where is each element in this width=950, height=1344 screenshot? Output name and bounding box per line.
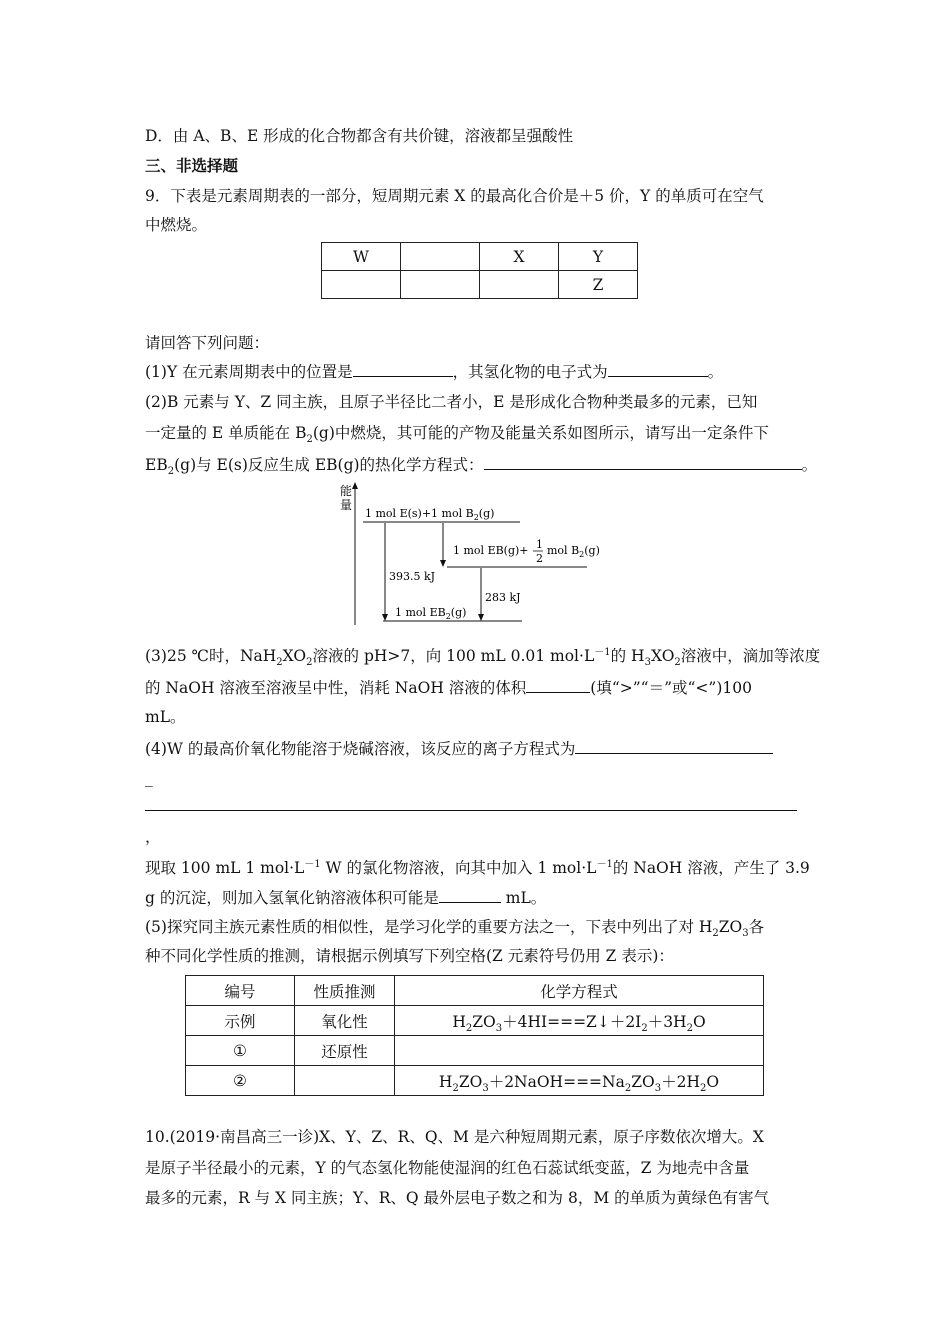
q9-part4-comma: ， bbox=[145, 828, 161, 846]
level-bottom-label: 1 mol $EB_2(g)$ bbox=[395, 606, 467, 621]
q9-part4-line3: 现取 100 mL 1 $mol\cdot L^{-1}$ W 的氯化物溶液，向其中加入 1 $mol\cdot L^{-1}$的 NaOH 溶液，产生了 3.9 bbox=[145, 858, 810, 877]
q9-part4-line4: g 的沉淀，则加入氢氧化钠溶液体积可能是 mL。 bbox=[145, 889, 547, 907]
answer-blank[interactable] bbox=[439, 887, 501, 903]
equation-cell: $H_2ZO_3+4HI===Z↓+2I_2+3H_2O$ bbox=[395, 1006, 764, 1036]
cell-x: X bbox=[480, 243, 559, 271]
q9-part5-line2: 种不同化学性质的推测，请根据示例填写下列空格(Z 元素符号仍用 Z 表示)： bbox=[145, 947, 674, 965]
q9-intro-line2: 中燃烧。 bbox=[145, 216, 208, 234]
table-header: 编号 bbox=[186, 976, 295, 1006]
table-header: 化学方程式 bbox=[395, 976, 764, 1006]
cell-empty bbox=[401, 271, 480, 299]
q9-intro-line1: 9．下表是元素周期表的一部分，短周期元素 X 的最高化合价是＋5 价，Y 的单质可在空气 bbox=[145, 187, 764, 205]
answer-cell[interactable] bbox=[295, 1066, 395, 1096]
level-top-label: 1 mol E(s)+1 mol $B_2(g)$ bbox=[365, 507, 495, 522]
equation-cell: $H_2ZO_3+2NaOH===Na_2ZO_3+2H_2O$ bbox=[395, 1066, 764, 1096]
arrow-down-icon bbox=[382, 614, 388, 621]
answer-cell[interactable] bbox=[395, 1036, 764, 1066]
energy-value: 283 kJ bbox=[485, 591, 521, 604]
q9-part2-line1: (2)B 元素与 Y、Z 同主族，且原子半径比二者小，E 是形成化合物种类最多的元素，已知 bbox=[145, 393, 758, 411]
q9-part3-line3: mL。 bbox=[145, 708, 186, 726]
axis-label: 量 bbox=[340, 498, 353, 512]
q9-part4-underscore: _ bbox=[145, 769, 153, 787]
q9-part2-line2: 一定量的 E 单质能在 $B_2(g)$中燃烧，其可能的产物及能量关系如图所示，请写出一定条件下 bbox=[145, 424, 769, 446]
table-cell: 氧化性 bbox=[295, 1006, 395, 1036]
q9-part3-line1: (3)25 ℃时，$NaH_2XO_2$溶液的 pH>7，向 100 mL 0.01 $mol\cdot L^{-1}$的 $H_3XO_2$溶液中，滴加等浓度 bbox=[145, 646, 821, 669]
cell-empty bbox=[322, 271, 401, 299]
answer-line[interactable] bbox=[145, 810, 797, 811]
energy-value: 393.5 kJ bbox=[389, 570, 436, 583]
arrow-down-icon bbox=[478, 614, 484, 621]
answer-blank[interactable] bbox=[575, 738, 773, 754]
q9-part4-line1: (4)W 的最高价氧化物能溶于烧碱溶液，该反应的离子方程式为 bbox=[145, 738, 773, 759]
property-table bbox=[185, 975, 764, 1096]
energy-diagram bbox=[335, 480, 600, 630]
q9-part3-line2: 的 NaOH 溶液至溶液呈中性，消耗 NaOH 溶液的体积 (填“>”“＝”或“<”)100 bbox=[145, 679, 752, 697]
table-header: 性质推测 bbox=[295, 976, 395, 1006]
q9-part1: (1)Y 在元素周期表中的位置是 ，其氢化物的电子式为 。 bbox=[145, 363, 724, 381]
cell-empty bbox=[480, 271, 559, 299]
cell-empty bbox=[401, 243, 480, 271]
answer-blank[interactable] bbox=[484, 454, 802, 470]
cell-y: Y bbox=[559, 243, 638, 271]
q10-line2: 是原子半径最小的元素，Y 的气态氢化物能使湿润的红色石蕊试纸变蓝，Z 为地壳中含量 bbox=[145, 1159, 750, 1177]
table-cell: ② bbox=[186, 1066, 295, 1096]
q9-prompt: 请回答下列问题： bbox=[145, 334, 270, 352]
q9-part2-line3: $EB_2(g)$与 E(s)反应生成 EB(g)的热化学方程式： 。 bbox=[145, 456, 818, 478]
option-d: D．由 A、B、E 形成的化合物都含有共价键，溶液都呈强酸性 bbox=[145, 127, 574, 145]
q10-line1: 10.(2019·南昌高三一诊)X、Y、Z、R、Q、M 是六种短周期元素，原子序数依次增大。X bbox=[145, 1128, 764, 1146]
table-cell: 示例 bbox=[186, 1006, 295, 1036]
table-cell: 还原性 bbox=[295, 1036, 395, 1066]
q9-part5-line1: (5)探究同主族元素性质的相似性，是学习化学的重要方法之一，下表中列出了对 $H_2ZO_3$各 bbox=[145, 918, 765, 940]
axis-arrow-icon bbox=[352, 482, 358, 489]
periodic-table-fragment bbox=[321, 242, 638, 299]
fraction-numerator: 1 bbox=[536, 538, 543, 551]
answer-blank[interactable] bbox=[608, 361, 708, 377]
axis-label: 能 bbox=[340, 484, 353, 498]
answer-blank[interactable] bbox=[353, 361, 453, 377]
section-title: 三、非选择题 bbox=[145, 156, 239, 175]
level-mid-label: 1 mol EB(g)+ bbox=[453, 544, 529, 557]
table-cell: ① bbox=[186, 1036, 295, 1066]
q10-line3: 最多的元素，R 与 X 同主族；Y、R、Q 最外层电子数之和为 8，M 的单质为黄绿色有害气 bbox=[145, 1189, 770, 1207]
arrow-down-icon bbox=[440, 560, 446, 567]
cell-w: W bbox=[322, 243, 401, 271]
level-mid-label-2: mol $B_2(g)$ bbox=[547, 544, 600, 559]
fraction-denominator: 2 bbox=[536, 552, 543, 565]
cell-z: Z bbox=[559, 271, 638, 299]
answer-blank[interactable] bbox=[526, 677, 590, 693]
